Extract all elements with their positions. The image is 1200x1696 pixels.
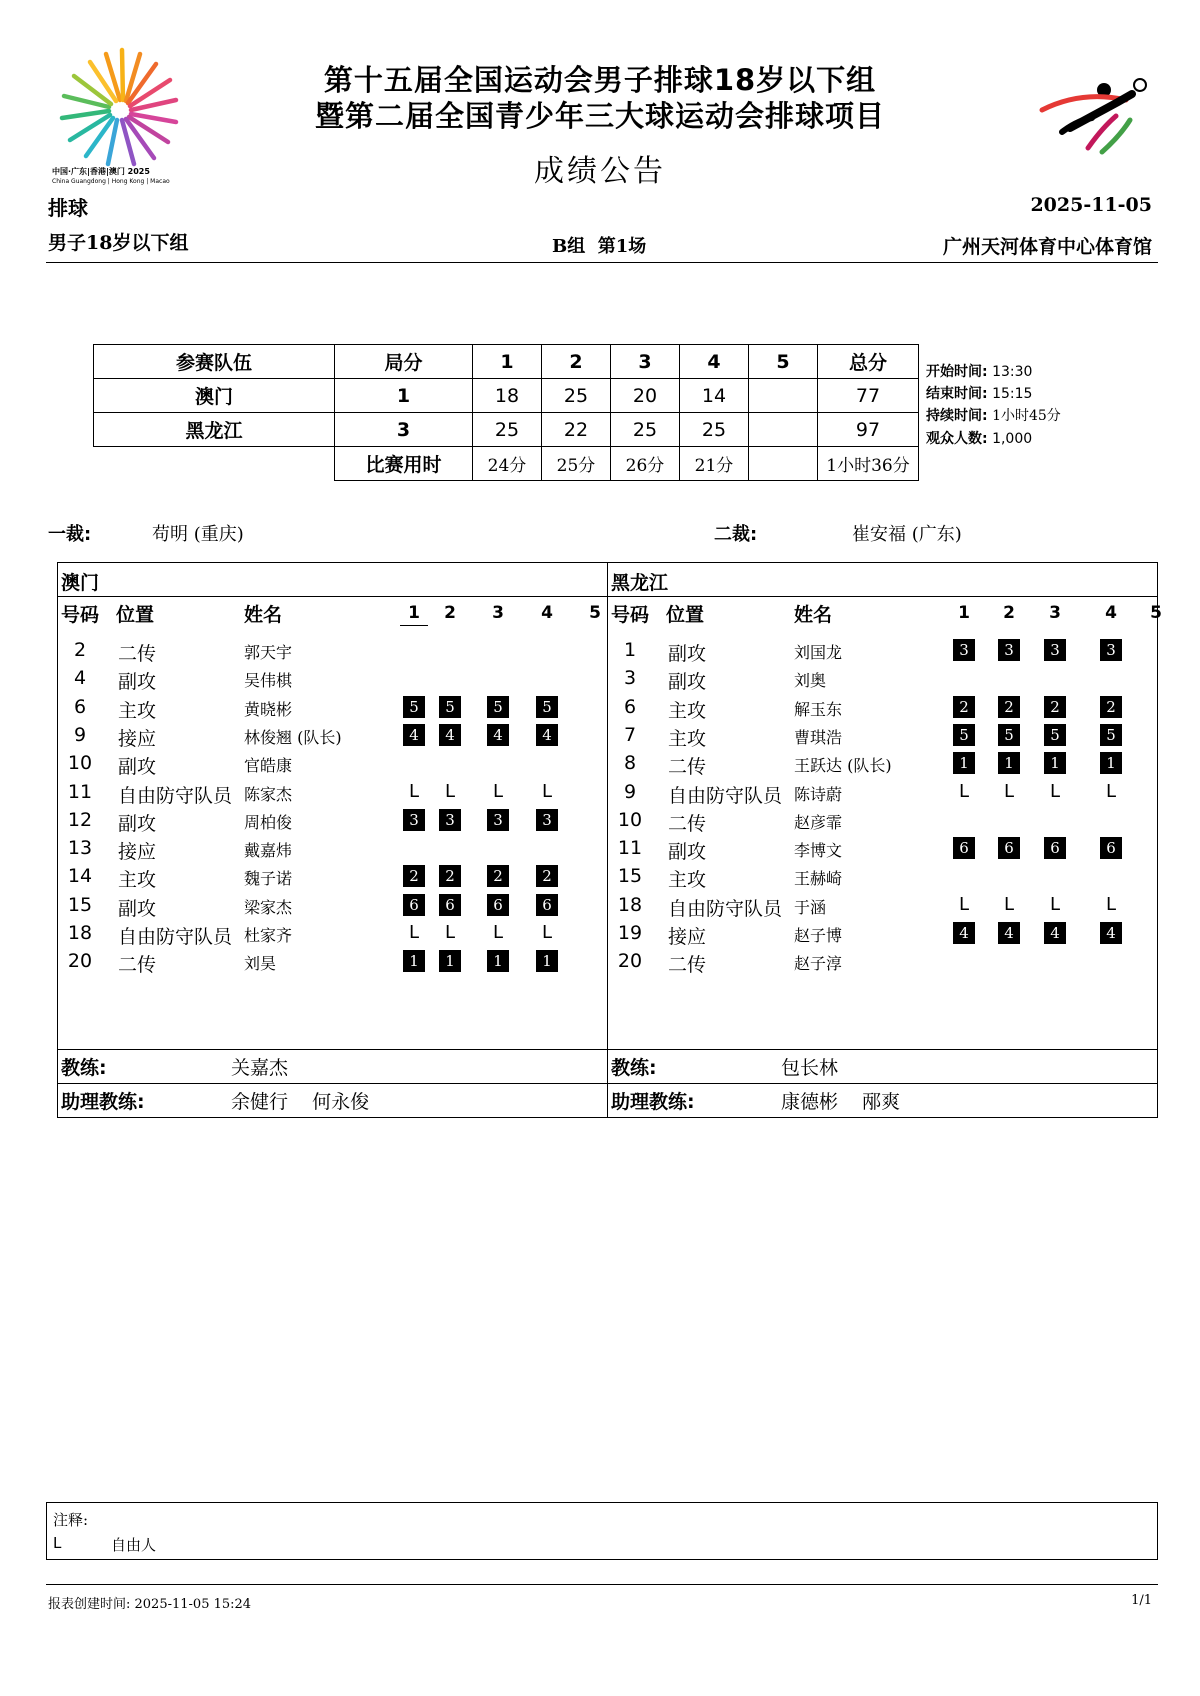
player-position: 二传 (118, 643, 157, 665)
player-number: 2 (73, 639, 87, 661)
starting-position-box: 2 (1044, 696, 1066, 718)
libero-marker: L (444, 780, 456, 802)
player-position: 副攻 (118, 897, 157, 920)
footer-divider (46, 1584, 1158, 1585)
set-score: 14 (680, 379, 749, 413)
score-header-set1: 1 (473, 345, 542, 379)
match-duration (926, 405, 1061, 425)
player-position: 副攻 (668, 643, 707, 665)
player-position: 主攻 (668, 869, 707, 892)
player-row (58, 779, 607, 807)
report-created-time: 报表创建时间: 2025-11-05 15:24 (48, 1597, 252, 1612)
libero-marker: L (958, 893, 970, 915)
player-row (608, 892, 1157, 920)
player-name: 郭天宇 (244, 643, 293, 662)
player-name: 刘昊 (244, 954, 277, 974)
empty-cell (94, 447, 335, 481)
start-time: 13:30 (992, 364, 1033, 380)
team-name: 黑龙江 (94, 413, 335, 447)
player-position: 主攻 (118, 869, 157, 892)
libero-marker: L (1003, 893, 1015, 915)
coach-name: 包长林 (781, 1057, 839, 1079)
player-number: 8 (623, 752, 637, 775)
player-number: 4 (73, 667, 87, 690)
player-position: 主攻 (118, 699, 157, 722)
logo-text-cn: 中国·广东|香港|澳门 2025 (52, 167, 150, 176)
player-number: 11 (617, 837, 643, 860)
player-row (58, 920, 607, 948)
player-row (608, 694, 1157, 722)
end-label: 结束时间: (926, 386, 988, 402)
player-position: 副攻 (668, 841, 707, 864)
player-name: 王跃达 (队长) (794, 756, 892, 776)
score-row-team-b (94, 413, 919, 447)
starting-position-box: 1 (403, 950, 425, 972)
player-number: 15 (617, 865, 643, 888)
player-row (58, 892, 607, 920)
starting-position-box: 5 (1044, 724, 1066, 746)
set1-underline (400, 625, 428, 626)
notes-key: L (53, 1534, 62, 1552)
coach-divider (608, 1049, 1157, 1050)
column-header-set: 5 (589, 603, 601, 623)
player-number: 10 (617, 808, 643, 831)
page-title-line1: 第十五届全国运动会男子排球18岁以下组 (323, 63, 877, 97)
starting-position-box: 4 (1100, 922, 1122, 944)
player-position: 接应 (118, 841, 157, 864)
starting-position-box: 5 (953, 724, 975, 746)
starting-position-box: 6 (1044, 837, 1066, 859)
spectators-label: 观众人数: (926, 431, 988, 447)
libero-marker: L (1003, 780, 1015, 802)
team-panel-title: 澳门 (61, 572, 100, 594)
set-score: 20 (611, 379, 680, 413)
logo-text-en: China Guangdong | Hong Kong | Macao (52, 178, 170, 185)
starting-position-box: 3 (536, 809, 558, 831)
starting-position-box: 2 (487, 865, 509, 887)
player-number: 9 (73, 723, 87, 746)
set-score: 18 (473, 379, 542, 413)
player-row (58, 694, 607, 722)
score-table-header-row (94, 345, 919, 379)
player-position: 自由防守队员 (118, 926, 233, 948)
column-header-position: 位置 (666, 604, 705, 626)
starting-position-box: 5 (403, 696, 425, 718)
start-label: 开始时间: (926, 364, 988, 380)
player-position: 自由防守队员 (118, 784, 233, 807)
player-position: 副攻 (118, 812, 157, 835)
score-header-set2: 2 (542, 345, 611, 379)
set-score: 25 (611, 413, 680, 447)
player-number: 14 (67, 865, 93, 888)
player-position: 主攻 (668, 699, 707, 722)
libero-marker: L (541, 780, 553, 802)
end-time: 15:15 (992, 386, 1033, 402)
player-number: 3 (623, 667, 637, 690)
player-row (608, 722, 1157, 750)
set-duration: 24分 (473, 447, 542, 481)
player-name: 赵彦霏 (794, 812, 843, 832)
starting-position-box: 2 (403, 865, 425, 887)
player-number: 1 (623, 639, 637, 661)
libero-marker: L (1105, 780, 1117, 802)
starting-position-box: 1 (953, 752, 975, 774)
libero-marker: L (408, 922, 420, 943)
coach-label: 教练: (61, 1057, 107, 1079)
player-number: 7 (623, 723, 637, 746)
notes-box (46, 1502, 1158, 1560)
sport-label: 排球 (48, 196, 88, 220)
starting-position-box: 3 (998, 639, 1020, 661)
column-header-set: 2 (1003, 603, 1015, 623)
duration-info-label: 持续时间: (926, 408, 988, 424)
notes-label: 注释: (53, 1511, 89, 1529)
starting-position-box: 1 (1100, 752, 1122, 774)
starting-position-box: 5 (439, 696, 461, 718)
duration-info-value: 1小时45分 (992, 408, 1061, 424)
libero-marker: L (1049, 893, 1061, 915)
set-duration: 21分 (680, 447, 749, 481)
match-end (926, 383, 1032, 403)
player-row (608, 665, 1157, 693)
player-position: 接应 (668, 926, 707, 948)
column-header-no: 号码 (611, 604, 650, 626)
player-number: 18 (617, 893, 643, 916)
player-row (58, 863, 607, 891)
panel-divider (608, 596, 1157, 597)
match-start (926, 361, 1032, 381)
page-number: 1/1 (1131, 1593, 1152, 1608)
player-row (608, 750, 1157, 778)
libero-marker: L (958, 780, 970, 802)
player-name: 林俊翘 (队长) (244, 727, 342, 747)
total-points: 77 (818, 379, 919, 413)
player-position: 二传 (668, 954, 707, 977)
starting-position-box: 4 (439, 724, 461, 746)
set-score: 25 (473, 413, 542, 447)
sets-won: 1 (335, 379, 473, 413)
starting-position-box: 5 (487, 696, 509, 718)
player-number: 12 (67, 808, 93, 831)
player-number: 6 (623, 695, 637, 718)
starting-position-box: 4 (403, 724, 425, 746)
player-number: 10 (67, 752, 93, 775)
player-row (58, 637, 607, 665)
libero-marker: L (492, 922, 504, 943)
player-row (608, 779, 1157, 807)
starting-position-box: 2 (439, 865, 461, 887)
libero-marker: L (492, 780, 504, 802)
column-header-set: 5 (1150, 603, 1162, 623)
player-number: 18 (67, 922, 93, 944)
starting-position-box: 6 (439, 894, 461, 916)
column-header-set: 2 (444, 603, 456, 623)
player-number: 15 (67, 893, 93, 916)
starting-position-box: 2 (536, 865, 558, 887)
player-name: 王赫崎 (794, 869, 843, 889)
starting-position-box: 5 (1100, 724, 1122, 746)
assistant-coach-names: 余健行 何永俊 (231, 1091, 370, 1113)
starting-position-box: 6 (536, 894, 558, 916)
column-header-name: 姓名 (244, 604, 283, 626)
libero-marker: L (1105, 893, 1117, 915)
panel-divider (58, 596, 607, 597)
score-header-set3: 3 (611, 345, 680, 379)
player-number: 13 (67, 837, 93, 860)
assistant-coach-label: 助理教练: (61, 1091, 145, 1113)
sets-won: 3 (335, 413, 473, 447)
set-score (749, 413, 818, 447)
starting-position-box: 2 (953, 696, 975, 718)
assistant-divider (608, 1083, 1157, 1084)
player-position: 副攻 (118, 756, 157, 779)
starting-position-box: 3 (439, 809, 461, 831)
player-name: 官皓康 (244, 756, 293, 776)
player-position: 接应 (118, 727, 157, 750)
column-header-set: 4 (1105, 603, 1117, 623)
score-header-sets: 局分 (335, 345, 473, 379)
player-number: 20 (617, 950, 643, 973)
coach-label: 教练: (611, 1057, 657, 1079)
libero-marker: L (1049, 780, 1061, 802)
player-position: 二传 (668, 812, 707, 835)
first-referee-name: 苟明 (重庆) (152, 524, 244, 545)
player-name: 解玉东 (794, 699, 843, 719)
player-row (58, 665, 607, 693)
set-duration: 26分 (611, 447, 680, 481)
player-row (58, 750, 607, 778)
group-match-label: B组 第1场 (552, 236, 647, 257)
starting-position-box: 6 (998, 837, 1020, 859)
duration-row (94, 447, 919, 481)
page-title-results: 成绩公告 (534, 154, 666, 189)
starting-position-box: 3 (1044, 639, 1066, 661)
player-number: 19 (617, 922, 643, 944)
starting-position-box: 3 (403, 809, 425, 831)
assistant-coach-label: 助理教练: (611, 1091, 695, 1113)
starting-position-box: 5 (536, 696, 558, 718)
player-row (608, 920, 1157, 948)
player-name: 曹琪浩 (794, 727, 843, 747)
player-number: 6 (73, 695, 87, 718)
player-name: 陈家杰 (244, 784, 293, 804)
player-row (58, 948, 607, 976)
score-header-set4: 4 (680, 345, 749, 379)
starting-position-box: 4 (487, 724, 509, 746)
player-name: 梁家杰 (244, 897, 293, 917)
set-duration (749, 447, 818, 481)
duration-label: 比赛用时 (335, 447, 473, 481)
column-header-set: 1 (958, 603, 970, 623)
player-name: 吴伟棋 (244, 671, 293, 691)
starting-position-box: 4 (998, 922, 1020, 944)
starting-position-box: 4 (953, 922, 975, 944)
coach-name: 关嘉杰 (231, 1057, 289, 1079)
score-header-set5: 5 (749, 345, 818, 379)
team-panel-macau (57, 562, 608, 1118)
assistant-divider (58, 1083, 607, 1084)
column-header-position: 位置 (116, 604, 155, 626)
player-name: 赵子博 (794, 926, 843, 945)
player-name: 刘奥 (794, 671, 827, 691)
column-header-set: 1 (408, 603, 420, 623)
starting-position-box: 2 (1100, 696, 1122, 718)
score-header-total: 总分 (818, 345, 919, 379)
set-score (749, 379, 818, 413)
player-position: 二传 (668, 756, 707, 779)
report-date: 2025-11-05 (1030, 194, 1152, 216)
player-row (608, 948, 1157, 976)
header-divider (46, 262, 1158, 263)
category-label: 男子18岁以下组 (48, 232, 189, 254)
team-panel-title: 黑龙江 (611, 572, 669, 594)
team-panel-heilongjiang (607, 562, 1162, 1118)
first-referee-label: 一裁: (48, 524, 92, 545)
starting-position-box: 1 (487, 950, 509, 972)
player-row (58, 835, 607, 863)
player-name: 于涵 (794, 897, 827, 917)
starting-position-box: 2 (998, 696, 1020, 718)
column-header-no: 号码 (61, 604, 100, 626)
starting-position-box: 3 (953, 639, 975, 661)
starting-position-box: 1 (536, 950, 558, 972)
starting-position-box: 4 (536, 724, 558, 746)
player-position: 自由防守队员 (668, 784, 783, 807)
starting-position-box: 5 (998, 724, 1020, 746)
starting-position-box: 4 (1044, 922, 1066, 944)
player-position: 副攻 (668, 671, 707, 694)
spectators-value: 1,000 (992, 431, 1033, 447)
set-score: 25 (680, 413, 749, 447)
libero-marker: L (541, 922, 553, 943)
player-name: 李博文 (794, 841, 843, 861)
player-row (608, 807, 1157, 835)
starting-position-box: 1 (998, 752, 1020, 774)
notes-desc: 自由人 (111, 1536, 157, 1554)
team-name: 澳门 (94, 379, 335, 413)
libero-marker: L (408, 780, 420, 802)
starting-position-box: 6 (953, 837, 975, 859)
starting-position-box: 1 (1044, 752, 1066, 774)
set-score: 22 (542, 413, 611, 447)
starting-position-box: 3 (487, 809, 509, 831)
player-number: 11 (67, 780, 93, 803)
starting-position-box: 3 (1100, 639, 1122, 661)
assistant-coach-names: 康德彬 邴爽 (781, 1091, 901, 1113)
starting-position-box: 6 (403, 894, 425, 916)
starting-position-box: 6 (1100, 837, 1122, 859)
column-header-set: 3 (1049, 603, 1061, 623)
score-table (93, 344, 919, 481)
player-position: 自由防守队员 (668, 897, 783, 920)
player-name: 赵子淳 (794, 954, 843, 974)
spectators (926, 428, 1032, 448)
total-duration: 1小时36分 (818, 447, 919, 481)
player-name: 杜家齐 (244, 926, 293, 945)
player-row (608, 637, 1157, 665)
player-name: 陈诗蔚 (794, 784, 843, 804)
second-referee-name: 崔安福 (广东) (852, 524, 962, 545)
player-row (608, 863, 1157, 891)
player-number: 9 (623, 780, 637, 803)
total-points: 97 (818, 413, 919, 447)
player-name: 刘国龙 (794, 643, 843, 662)
starting-position-box: 1 (439, 950, 461, 972)
second-referee-label: 二裁: (714, 524, 758, 545)
score-row-team-a (94, 379, 919, 413)
player-position: 二传 (118, 954, 157, 977)
player-name: 黄晓彬 (244, 699, 293, 719)
player-name: 戴嘉炜 (244, 841, 293, 861)
player-name: 魏子诺 (244, 869, 293, 889)
column-header-name: 姓名 (794, 604, 833, 626)
player-row (58, 807, 607, 835)
volleyball-pictogram (1022, 76, 1152, 156)
player-position: 副攻 (118, 671, 157, 694)
player-name: 周柏俊 (244, 812, 293, 832)
score-header-team: 参赛队伍 (94, 345, 335, 379)
player-position: 主攻 (668, 727, 707, 750)
player-row (608, 835, 1157, 863)
libero-marker: L (444, 922, 456, 943)
set-duration: 25分 (542, 447, 611, 481)
column-header-set: 4 (541, 603, 553, 623)
player-number: 20 (67, 950, 93, 973)
set-score: 25 (542, 379, 611, 413)
coach-divider (58, 1049, 607, 1050)
page-title-line2: 暨第二届全国青少年三大球运动会排球项目 (314, 99, 885, 133)
starting-position-box: 6 (487, 894, 509, 916)
venue-label: 广州天河体育中心体育馆 (942, 236, 1152, 258)
column-header-set: 3 (492, 603, 504, 623)
player-row (58, 722, 607, 750)
